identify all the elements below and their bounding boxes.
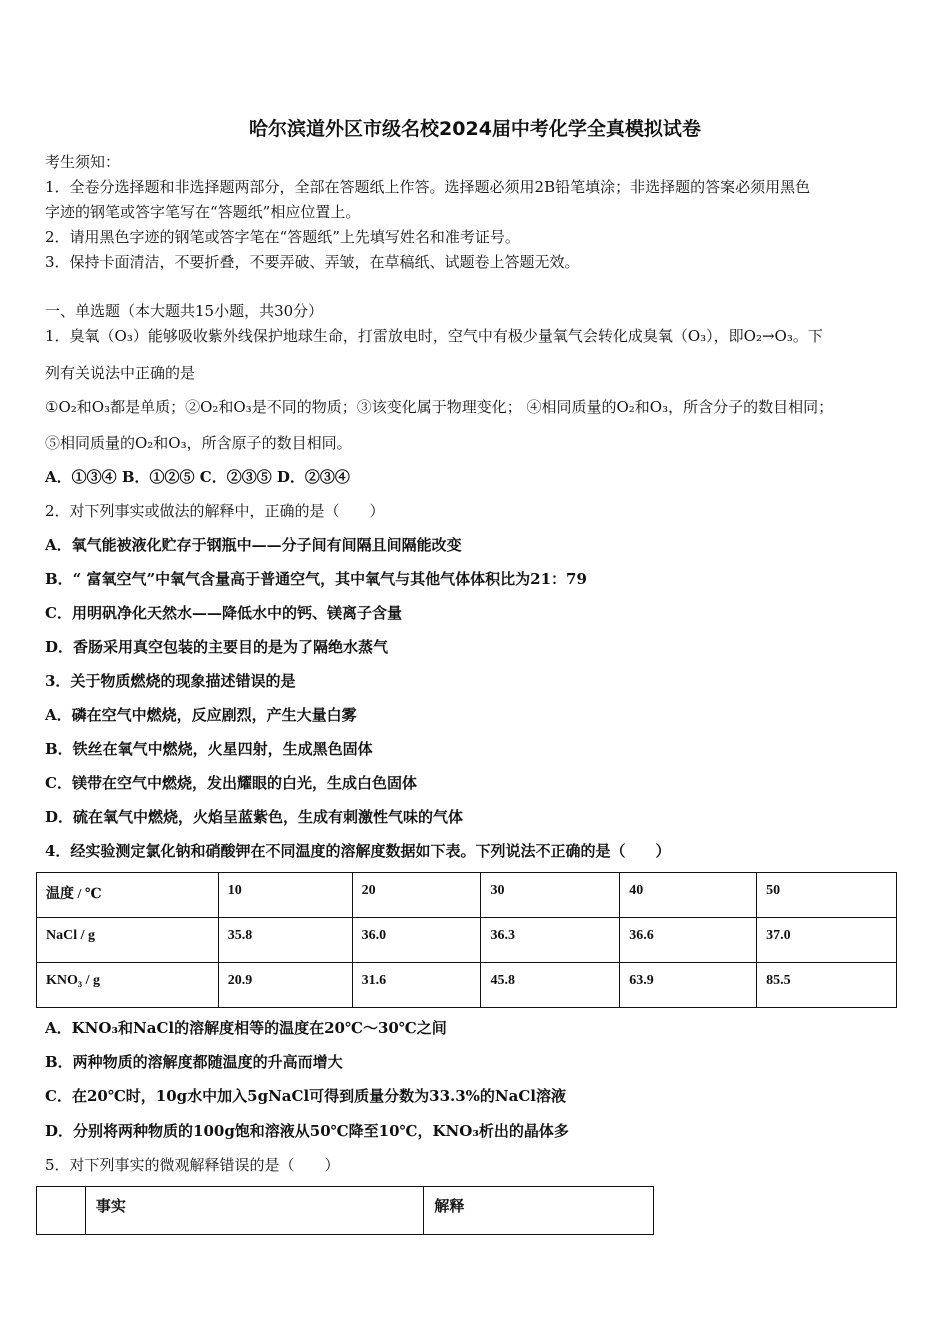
q4-option-b: B．两种物质的溶解度都随温度的升高而增大 (45, 1053, 343, 1071)
table-header-explain: 解释 (424, 1187, 654, 1235)
q4-option-a: A．KNO₃和NaCl的溶解度相等的温度在20℃～30℃之间 (45, 1019, 447, 1037)
q3-option-a: A．磷在空气中燃烧，反应剧烈，产生大量白雾 (45, 706, 357, 724)
table-cell: 36.3 (481, 918, 620, 963)
table-cell: 31.6 (352, 963, 481, 1008)
q3-stem: 3．关于物质燃烧的现象描述错误的是 (45, 672, 296, 690)
q2-option-b: B．“ 富氧空气”中氧气含量高于普通空气，其中氧气与其他气体体积比为21：79 (45, 570, 587, 588)
q1-stem-line2: 列有关说法中正确的是 (45, 364, 196, 382)
notice-heading: 考生须知： (45, 153, 121, 171)
table-cell: 40 (620, 873, 757, 918)
table-row (37, 963, 897, 1008)
table-cell: 30 (481, 873, 620, 918)
table-cell: 35.8 (218, 918, 352, 963)
table-cell (37, 1187, 86, 1235)
table-row (37, 873, 897, 918)
q1-options: A．①③④ B．①②⑤ C．②③⑤ D．②③④ (45, 468, 350, 486)
notice-line-2: 字迹的钢笔或答字笔写在“答题纸”相应位置上。 (45, 203, 361, 221)
notice-line-4: 3．保持卡面清洁，不要折叠，不要弄破、弄皱，在草稿纸、试题卷上答题无效。 (45, 253, 580, 271)
section-heading: 一、单选题（本大题共15小题，共30分） (45, 302, 324, 320)
table-cell: 20.9 (218, 963, 352, 1008)
page-title: 哈尔滨道外区市级名校2024届中考化学全真模拟试卷 (249, 118, 701, 140)
table-header-fact: 事实 (85, 1187, 423, 1235)
table-cell: 50 (757, 873, 897, 918)
q3-option-b: B．铁丝在氧气中燃烧，火星四射，生成黑色固体 (45, 740, 373, 758)
table-row (37, 1187, 654, 1235)
notice-line-3: 2．请用黑色字迹的钢笔或答字笔在“答题纸”上先填写姓名和准考证号。 (45, 228, 520, 246)
table-cell: 36.0 (352, 918, 481, 963)
table-cell: 36.6 (620, 918, 757, 963)
q2-option-a: A．氧气能被液化贮存于钢瓶中——分子间有间隔且间隔能改变 (45, 536, 462, 554)
solubility-table (36, 872, 897, 1008)
q2-option-d: D．香肠采用真空包装的主要目的是为了隔绝水蒸气 (45, 638, 389, 656)
q1-stem-line1: 1．臭氧（O₃）能够吸收紫外线保护地球生命，打雷放电时，空气中有极少量氧气会转化成臭氧（O₃），即O₂→O₃。下 (45, 327, 823, 345)
q2-option-c: C．用明矾净化天然水——降低水中的钙、镁离子含量 (45, 604, 402, 622)
table-cell: KNO₃ / g (37, 963, 219, 1008)
table-cell: 20 (352, 873, 481, 918)
table-cell: 63.9 (620, 963, 757, 1008)
table-cell: 温度 / ℃ (37, 873, 219, 918)
q2-stem: 2．对下列事实或做法的解释中，正确的是（ ） (45, 502, 385, 520)
q4-option-c: C．在20℃时，10g水中加入5gNaCl可得到质量分数为33.3%的NaCl溶液 (45, 1087, 566, 1105)
q3-option-c: C．镁带在空气中燃烧，发出耀眼的白光，生成白色固体 (45, 774, 417, 792)
notice-line-1: 1．全卷分选择题和非选择题两部分，全部在答题纸上作答。选择题必须用2B铅笔填涂；非选择题的答案必须用黑色 (45, 178, 811, 196)
table-row (37, 918, 897, 963)
table-cell: NaCl / g (37, 918, 219, 963)
table-cell: 85.5 (757, 963, 897, 1008)
q4-option-d: D．分别将两种物质的100g饱和溶液从50℃降至10℃，KNO₃析出的晶体多 (45, 1122, 569, 1140)
table-cell: 37.0 (757, 918, 897, 963)
table-cell: 45.8 (481, 963, 620, 1008)
table-cell: 10 (218, 873, 352, 918)
fact-explain-table (36, 1186, 654, 1235)
q5-stem: 5．对下列事实的微观解释错误的是（ ） (45, 1156, 340, 1174)
q1-items-line2: ⑤相同质量的O₂和O₃，所含原子的数目相同。 (45, 434, 352, 452)
q4-stem: 4．经实验测定氯化钠和硝酸钾在不同温度的溶解度数据如下表。下列说法不正确的是（ ） (45, 842, 671, 860)
q1-items-line1: ①O₂和O₃都是单质；②O₂和O₃是不同的物质；③该变化属于物理变化； ④相同质量的O₂和O₃，所含分子的数目相同； (45, 398, 834, 416)
q3-option-d: D．硫在氧气中燃烧，火焰呈蓝紫色，生成有刺激性气味的气体 (45, 808, 464, 826)
